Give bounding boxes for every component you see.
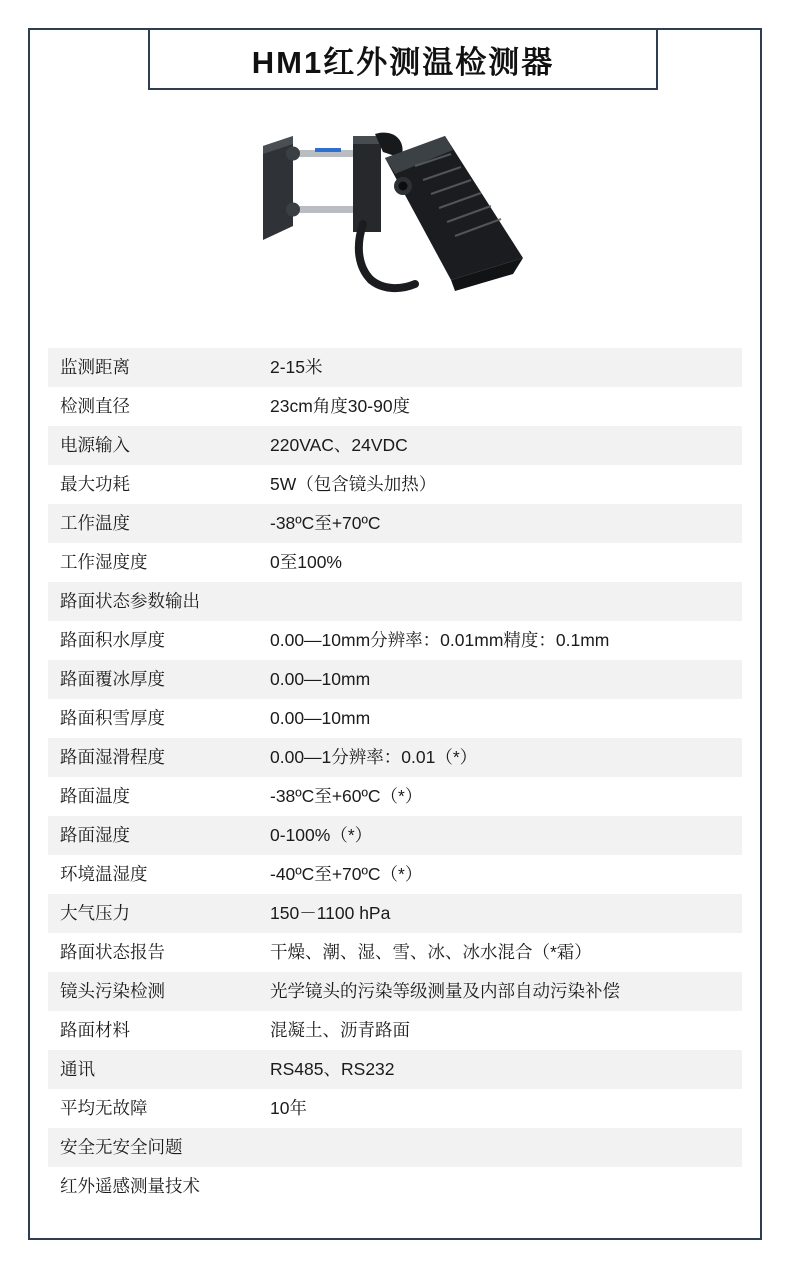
spec-label: 检测直径 <box>48 387 266 426</box>
spec-label: 最大功耗 <box>48 465 266 504</box>
spec-value: -38ºC至+60ºC（*） <box>266 777 742 816</box>
table-row <box>48 426 742 465</box>
spec-label: 路面湿度 <box>48 816 266 855</box>
table-row <box>48 738 742 777</box>
spec-label: 监测距离 <box>48 348 266 387</box>
table-row <box>48 465 742 504</box>
table-row <box>48 972 742 1011</box>
table-row <box>48 543 742 582</box>
spec-value: 0.00—10mm <box>266 699 742 738</box>
spec-section-label: 路面状态参数输出 <box>48 582 742 621</box>
table-row <box>48 933 742 972</box>
spec-label: 环境温湿度 <box>48 855 266 894</box>
table-row <box>48 699 742 738</box>
spec-label: 路面积水厚度 <box>48 621 266 660</box>
spec-label: 路面温度 <box>48 777 266 816</box>
spec-label: 镜头污染检测 <box>48 972 266 1011</box>
spec-section-label: 安全无安全问题 <box>48 1128 742 1167</box>
spec-value: -40ºC至+70ºC（*） <box>266 855 742 894</box>
spec-label: 路面湿滑程度 <box>48 738 266 777</box>
infrared-sensor-illustration <box>255 128 545 303</box>
spec-label: 通讯 <box>48 1050 266 1089</box>
spec-value: 0.00—10mm <box>266 660 742 699</box>
spec-value: 0.00—1分辨率：0.01（*） <box>266 738 742 777</box>
spec-label: 路面状态报告 <box>48 933 266 972</box>
page-title: HM1红外测温检测器 <box>251 44 555 80</box>
spec-value: 0-100%（*） <box>266 816 742 855</box>
spec-value: -38ºC至+70ºC <box>266 504 742 543</box>
spec-section-label: 红外遥感测量技术 <box>48 1167 742 1206</box>
specification-table <box>48 348 742 1206</box>
table-row-section <box>48 1128 742 1167</box>
spec-label: 大气压力 <box>48 894 266 933</box>
spec-value: 2-15米 <box>266 348 742 387</box>
table-row-section <box>48 1167 742 1206</box>
spec-value: 150－1100 hPa <box>266 894 742 933</box>
table-row <box>48 777 742 816</box>
table-row <box>48 894 742 933</box>
spec-value: 220VAC、24VDC <box>266 426 742 465</box>
table-row <box>48 1089 742 1128</box>
spec-label: 工作湿度度 <box>48 543 266 582</box>
spec-value: 5W（包含镜头加热） <box>266 465 742 504</box>
spec-value: 光学镜头的污染等级测量及内部自动污染补偿 <box>266 972 742 1011</box>
table-row <box>48 348 742 387</box>
spec-value: 混凝土、沥青路面 <box>266 1011 742 1050</box>
table-row-section <box>48 582 742 621</box>
spec-label: 工作温度 <box>48 504 266 543</box>
title-box <box>148 28 658 90</box>
table-row <box>48 855 742 894</box>
spec-value: 0至100% <box>266 543 742 582</box>
spec-label: 平均无故障 <box>48 1089 266 1128</box>
table-row <box>48 1050 742 1089</box>
spec-value: 0.00—10mm分辨率：0.01mm精度：0.1mm <box>266 621 742 660</box>
table-row <box>48 504 742 543</box>
spec-label: 路面积雪厚度 <box>48 699 266 738</box>
spec-value: 10年 <box>266 1089 742 1128</box>
table-row <box>48 816 742 855</box>
spec-value: RS485、RS232 <box>266 1050 742 1089</box>
spec-value: 干燥、潮、湿、雪、冰、冰水混合（*霜） <box>266 933 742 972</box>
table-row <box>48 621 742 660</box>
specification-table-body <box>48 348 742 1206</box>
table-row <box>48 387 742 426</box>
product-image-area <box>50 110 740 335</box>
spec-label: 路面材料 <box>48 1011 266 1050</box>
table-row <box>48 660 742 699</box>
spec-value: 23cm角度30-90度 <box>266 387 742 426</box>
spec-label: 电源输入 <box>48 426 266 465</box>
table-row <box>48 1011 742 1050</box>
spec-label: 路面覆冰厚度 <box>48 660 266 699</box>
